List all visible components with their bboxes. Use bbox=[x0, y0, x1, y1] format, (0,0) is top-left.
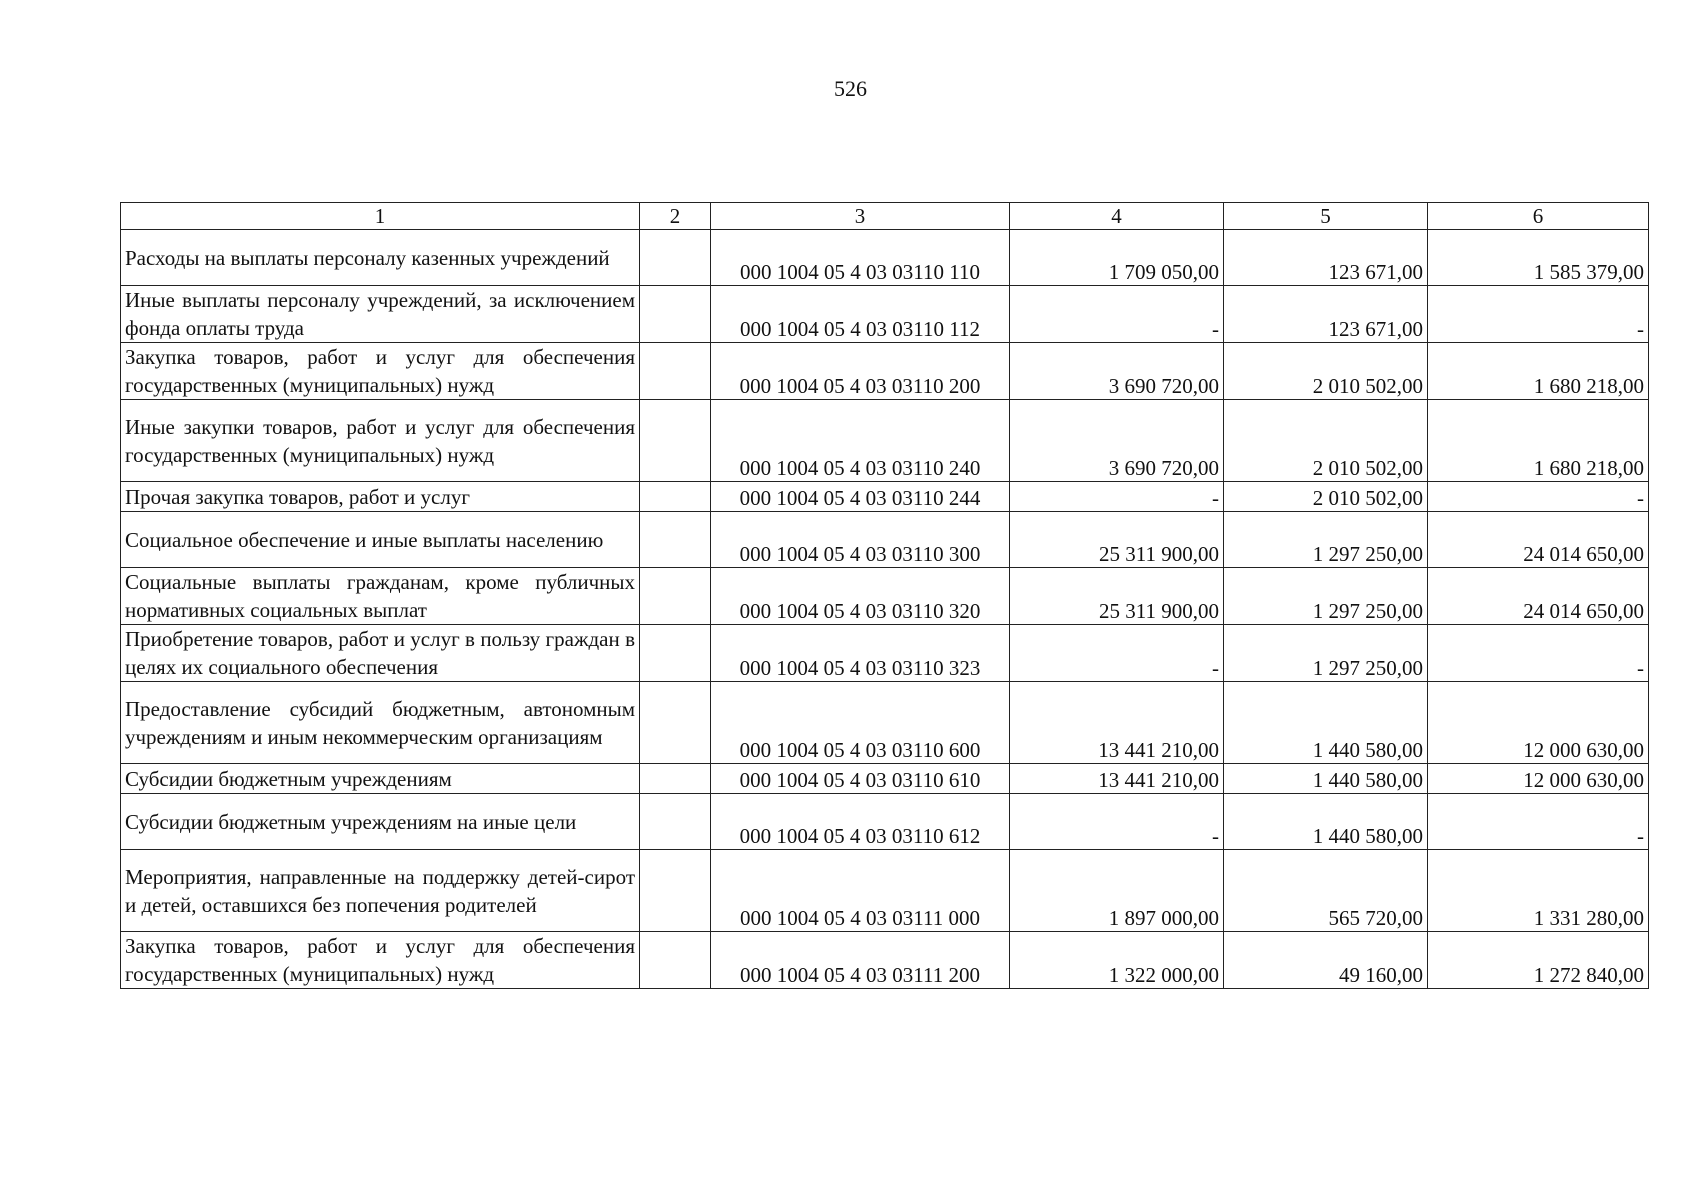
row-code-cell: 000 1004 05 4 03 03111 200 bbox=[711, 932, 1010, 989]
row-value-col4: - bbox=[1010, 286, 1224, 343]
table-row bbox=[121, 230, 1649, 286]
row-value-col4: - bbox=[1010, 482, 1224, 512]
column-header: 1 bbox=[121, 203, 640, 230]
row-value-col5: 123 671,00 bbox=[1224, 286, 1428, 343]
row-value-col4: 25 311 900,00 bbox=[1010, 568, 1224, 625]
row-value-col6: 1 331 280,00 bbox=[1428, 850, 1649, 932]
table-row bbox=[121, 482, 1649, 512]
row-code-cell: 000 1004 05 4 03 03110 244 bbox=[711, 482, 1010, 512]
row-value-col4: 3 690 720,00 bbox=[1010, 400, 1224, 482]
table-row bbox=[121, 343, 1649, 400]
row-name-cell: Мероприятия, направленные на поддержку детей-сирот и детей, оставшихся без попечения родителей bbox=[121, 850, 640, 932]
row-value-col5: 1 440 580,00 bbox=[1224, 794, 1428, 850]
row-col2-cell bbox=[640, 625, 711, 682]
table-row bbox=[121, 764, 1649, 794]
row-value-col4: 1 897 000,00 bbox=[1010, 850, 1224, 932]
row-code-cell: 000 1004 05 4 03 03110 112 bbox=[711, 286, 1010, 343]
row-value-col5: 565 720,00 bbox=[1224, 850, 1428, 932]
row-value-col6: 1 680 218,00 bbox=[1428, 343, 1649, 400]
column-header: 2 bbox=[640, 203, 711, 230]
row-value-col4: 1 322 000,00 bbox=[1010, 932, 1224, 989]
row-code-cell: 000 1004 05 4 03 03110 323 bbox=[711, 625, 1010, 682]
row-value-col4: 13 441 210,00 bbox=[1010, 682, 1224, 764]
row-value-col6: 24 014 650,00 bbox=[1428, 512, 1649, 568]
header-row bbox=[121, 203, 1649, 230]
row-col2-cell bbox=[640, 343, 711, 400]
table-row bbox=[121, 512, 1649, 568]
row-value-col6: - bbox=[1428, 482, 1649, 512]
row-value-col5: 1 440 580,00 bbox=[1224, 682, 1428, 764]
row-code-cell: 000 1004 05 4 03 03110 610 bbox=[711, 764, 1010, 794]
row-name-cell: Приобретение товаров, работ и услуг в пользу граждан в целях их социального обеспечения bbox=[121, 625, 640, 682]
row-col2-cell bbox=[640, 286, 711, 343]
row-value-col6: 1 585 379,00 bbox=[1428, 230, 1649, 286]
row-value-col5: 1 297 250,00 bbox=[1224, 568, 1428, 625]
row-value-col6: 24 014 650,00 bbox=[1428, 568, 1649, 625]
row-col2-cell bbox=[640, 764, 711, 794]
row-code-cell: 000 1004 05 4 03 03110 600 bbox=[711, 682, 1010, 764]
row-value-col6: 12 000 630,00 bbox=[1428, 764, 1649, 794]
budget-table bbox=[120, 202, 1649, 989]
row-value-col4: - bbox=[1010, 625, 1224, 682]
row-value-col5: 2 010 502,00 bbox=[1224, 400, 1428, 482]
row-value-col4: - bbox=[1010, 794, 1224, 850]
row-value-col6: 1 680 218,00 bbox=[1428, 400, 1649, 482]
row-name-cell: Предоставление субсидий бюджетным, автономным учреждениям и иным некоммерческим организациям bbox=[121, 682, 640, 764]
row-value-col6: - bbox=[1428, 625, 1649, 682]
row-name-cell: Субсидии бюджетным учреждениям на иные цели bbox=[121, 794, 640, 850]
row-col2-cell bbox=[640, 794, 711, 850]
row-value-col5: 49 160,00 bbox=[1224, 932, 1428, 989]
table-row bbox=[121, 794, 1649, 850]
row-name-cell: Социальное обеспечение и иные выплаты населению bbox=[121, 512, 640, 568]
table-row bbox=[121, 568, 1649, 625]
row-name-cell: Иные выплаты персоналу учреждений, за исключением фонда оплаты труда bbox=[121, 286, 640, 343]
row-col2-cell bbox=[640, 400, 711, 482]
row-col2-cell bbox=[640, 850, 711, 932]
row-value-col4: 1 709 050,00 bbox=[1010, 230, 1224, 286]
row-name-cell: Социальные выплаты гражданам, кроме публичных нормативных социальных выплат bbox=[121, 568, 640, 625]
row-value-col5: 2 010 502,00 bbox=[1224, 482, 1428, 512]
column-header: 3 bbox=[711, 203, 1010, 230]
row-name-cell: Закупка товаров, работ и услуг для обеспечения государственных (муниципальных) нужд bbox=[121, 932, 640, 989]
row-value-col4: 3 690 720,00 bbox=[1010, 343, 1224, 400]
row-value-col5: 123 671,00 bbox=[1224, 230, 1428, 286]
row-value-col6: - bbox=[1428, 794, 1649, 850]
row-name-cell: Расходы на выплаты персоналу казенных учреждений bbox=[121, 230, 640, 286]
row-value-col5: 1 440 580,00 bbox=[1224, 764, 1428, 794]
table-row bbox=[121, 286, 1649, 343]
row-code-cell: 000 1004 05 4 03 03110 200 bbox=[711, 343, 1010, 400]
row-code-cell: 000 1004 05 4 03 03111 000 bbox=[711, 850, 1010, 932]
column-header: 4 bbox=[1010, 203, 1224, 230]
row-value-col4: 25 311 900,00 bbox=[1010, 512, 1224, 568]
row-value-col4: 13 441 210,00 bbox=[1010, 764, 1224, 794]
row-code-cell: 000 1004 05 4 03 03110 240 bbox=[711, 400, 1010, 482]
row-code-cell: 000 1004 05 4 03 03110 300 bbox=[711, 512, 1010, 568]
row-name-cell: Иные закупки товаров, работ и услуг для обеспечения государственных (муниципальных) нужд bbox=[121, 400, 640, 482]
column-header: 6 bbox=[1428, 203, 1649, 230]
row-name-cell: Прочая закупка товаров, работ и услуг bbox=[121, 482, 640, 512]
row-value-col5: 2 010 502,00 bbox=[1224, 343, 1428, 400]
row-col2-cell bbox=[640, 230, 711, 286]
row-code-cell: 000 1004 05 4 03 03110 320 bbox=[711, 568, 1010, 625]
table-row bbox=[121, 932, 1649, 989]
page-number: 526 bbox=[834, 76, 867, 101]
row-col2-cell bbox=[640, 932, 711, 989]
table-row bbox=[121, 625, 1649, 682]
row-value-col5: 1 297 250,00 bbox=[1224, 512, 1428, 568]
row-name-cell: Субсидии бюджетным учреждениям bbox=[121, 764, 640, 794]
row-value-col6: 12 000 630,00 bbox=[1428, 682, 1649, 764]
row-col2-cell bbox=[640, 568, 711, 625]
row-code-cell: 000 1004 05 4 03 03110 612 bbox=[711, 794, 1010, 850]
row-value-col6: 1 272 840,00 bbox=[1428, 932, 1649, 989]
row-col2-cell bbox=[640, 482, 711, 512]
table-row bbox=[121, 400, 1649, 482]
row-col2-cell bbox=[640, 512, 711, 568]
table-row bbox=[121, 850, 1649, 932]
row-name-cell: Закупка товаров, работ и услуг для обеспечения государственных (муниципальных) нужд bbox=[121, 343, 640, 400]
row-value-col5: 1 297 250,00 bbox=[1224, 625, 1428, 682]
column-header: 5 bbox=[1224, 203, 1428, 230]
row-code-cell: 000 1004 05 4 03 03110 110 bbox=[711, 230, 1010, 286]
table-row bbox=[121, 682, 1649, 764]
row-col2-cell bbox=[640, 682, 711, 764]
row-value-col6: - bbox=[1428, 286, 1649, 343]
